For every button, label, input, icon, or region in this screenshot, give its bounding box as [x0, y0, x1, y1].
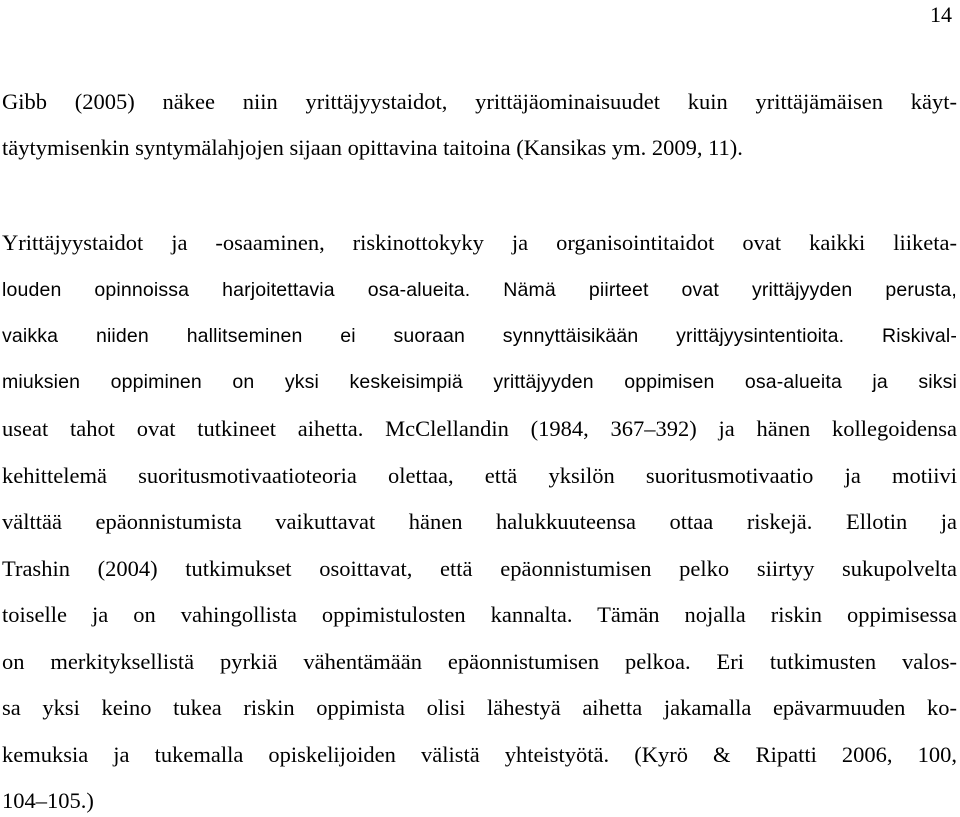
text-line: kemuksia ja tukemalla opiskelijoiden välistä yhteistyötä. (Kyrö & Ripatti 2006, 100,	[2, 742, 957, 767]
text-line: vaikka niiden hallitseminen ei suoraan synnyttäisikään yrittäjyysintentioita. Riskival-	[2, 325, 957, 347]
text-line: toiselle ja on vahingollista oppimistulosten kannalta. Tämän nojalla riskin oppimisessa	[2, 602, 957, 627]
text-line: miuksien oppiminen on yksi keskeisimpiä yrittäjyyden oppimisen osa-alueita ja siksi	[2, 371, 957, 393]
text-line: välttää epäonnistumista vaikuttavat hänen halukkuuteensa ottaa riskejä. Ellotin ja	[2, 509, 957, 534]
text-line: Gibb (2005) näkee niin yrittäjyystaidot, yrittäjäominaisuudet kuin yrittäjämäisen käyt-	[2, 89, 957, 114]
text-line: Trashin (2004) tutkimukset osoittavat, että epäonnistumisen pelko siirtyy sukupolvelta	[2, 556, 957, 581]
page-number: 14	[930, 2, 952, 27]
text-line: useat tahot ovat tutkineet aihetta. McClellandin (1984, 367–392) ja hänen kollegoidensa	[2, 416, 957, 441]
text-line: sa yksi keino tukea riskin oppimista olisi lähestyä aihetta jakamalla epävarmuuden ko-	[2, 695, 957, 720]
text-line: louden opinnoissa harjoitettavia osa-alueita. Nämä piirteet ovat yrittäjyyden perusta,	[2, 279, 957, 301]
text-line: on merkityksellistä pyrkiä vähentämään epäonnistumisen pelkoa. Eri tutkimusten valos-	[2, 649, 957, 674]
text-line: täytymisenkin syntymälahjojen sijaan opittavina taitoina (Kansikas ym. 2009, 11).	[2, 135, 743, 160]
text-line: Yrittäjyystaidot ja -osaaminen, riskinottokyky ja organisointitaidot ovat kaikki liiketa-	[2, 230, 957, 255]
text-line: kehittelemä suoritusmotivaatioteoria olettaa, että yksilön suoritusmotivaatio ja motiivi	[2, 463, 957, 488]
text-line: 104–105.)	[2, 788, 94, 813]
